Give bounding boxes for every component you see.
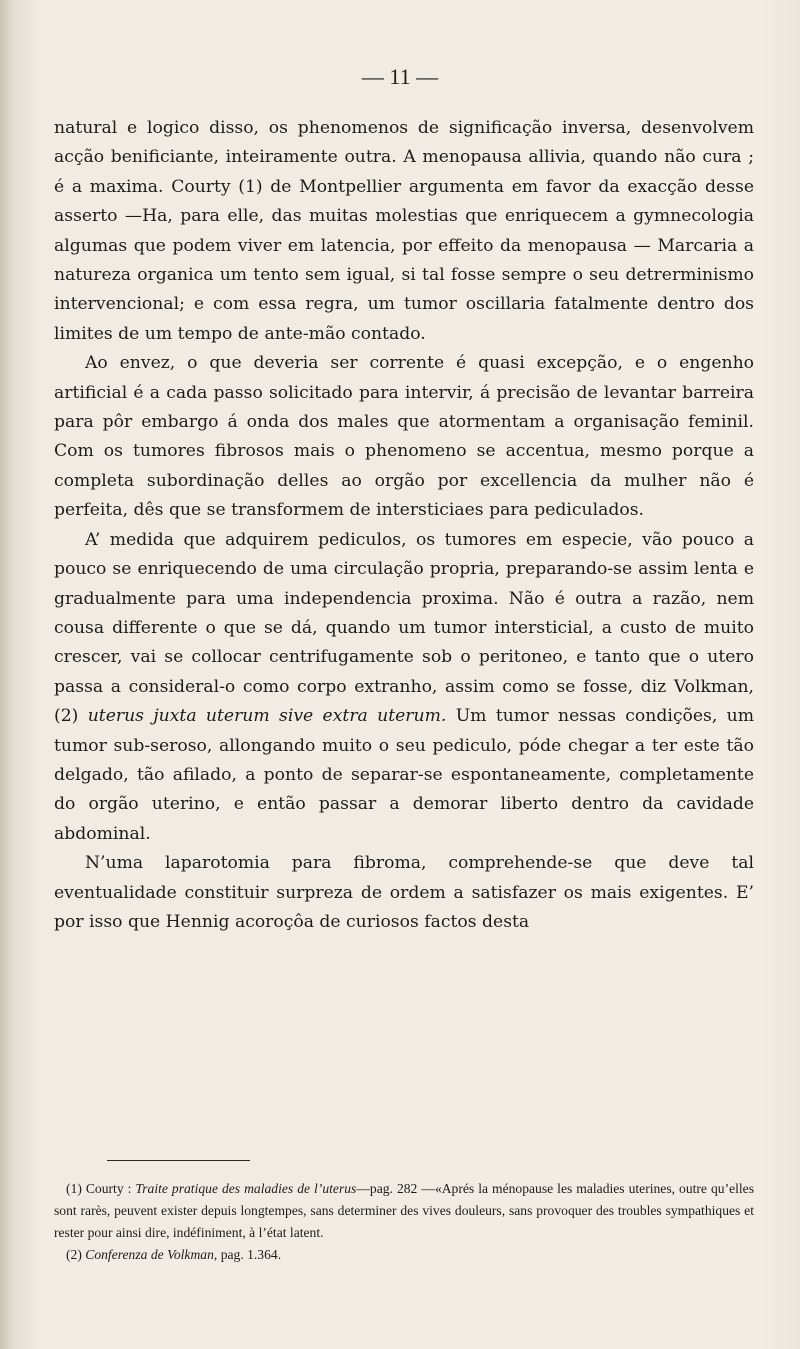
footnote-title: Traite pratique des maladies de l’uterus [135, 1181, 357, 1196]
footnote-rule [107, 1160, 250, 1161]
footnote [54, 1178, 754, 1244]
paragraph-text: A’ medida que adquirem pediculos, os tumores em especie, vão pouco a pouco se enriquecendo de uma circulação propria, preparando-se assim lenta e gradualmente para uma independencia proxima. Não é outra a razão, nem cousa differente o que se dá, quando um tumor intersticial, a custo de muito crescer, vai se collocar centrifugamente sob o peritoneo, e tanto que o utero passa a consideral-o como corpo extranho, assim como se fosse, diz Volkman, (2) [54, 529, 754, 727]
paragraph: N’uma laparotomia para fibroma, comprehende-se que deve tal eventualidade constituir surpreza de ordem a satisfazer os mais exigentes. E’ por isso que Hennig acoroçôa de curiosos factos desta [54, 853, 754, 932]
paragraph: natural e logico disso, os phenomenos de significação inversa, desenvolvem acção benificiante, inteiramente outra. A menopausa allivia, quando não cura ; é a maxima. Courty (1) de Montpellier argumenta em favor da exacção desse asserto —Ha, para elle, das muitas molestias que enriquecem a gymnecologia algumas que podem viver em latencia, por effeito da menopausa — Marcaria a natureza organica um tento sem igual, si tal fosse sempre o seu detrerminismo intervencional; e com essa regra, um tumor oscillaria fatalmente dentro dos limites de um tempo de ante-mão contado. [54, 118, 754, 344]
body-text [54, 114, 754, 937]
footnote-marker: (1) Courty : [66, 1181, 132, 1196]
footnote-title: Conferenza de Volkman, [85, 1247, 218, 1262]
paragraph [54, 526, 754, 849]
footnotes [54, 1178, 754, 1266]
latin-quote: uterus juxta uterum sive extra uterum. [87, 706, 447, 727]
footnote [54, 1244, 754, 1266]
page-number: — 11 — [361, 64, 439, 89]
footnote-text: pag. 1.364. [220, 1247, 282, 1262]
footnote-text: —pag. 282 —«Aprés la ménopause les maladies uterines, outre qu’elles sont rarès, peuvent exister depuis longtempes, sans determiner des vives douleurs, sans provoquer des troubles sympathiques et rester pour ainsi dire, indéfiniment, à l’état latent. [54, 1181, 755, 1240]
paragraph: Ao envez, o que deveria ser corrente é quasi excepção, e o engenho artificial é a cada passo solicitado para intervir, á precisão de levantar barreira para pôr embargo á onda dos males que atormentam a organisação feminil. Com os tumores fibrosos mais o phenomeno se accentua, mesmo porque a completa subordinação delles ao orgão por excellencia da mulher não é perfeita, dês que se transformem de intersticiaes para pediculados. [54, 353, 754, 521]
paragraph-text: Um tumor nessas condições, um tumor sub-seroso, allongando muito o seu pediculo, póde chegar a ter este tão delgado, tão afilado, a ponto de separar-se espontaneamente, completamente do orgão uterino, e então passar a demorar liberto dentro da cavidade abdominal. [54, 706, 754, 844]
footnote-marker: (2) [66, 1247, 82, 1262]
